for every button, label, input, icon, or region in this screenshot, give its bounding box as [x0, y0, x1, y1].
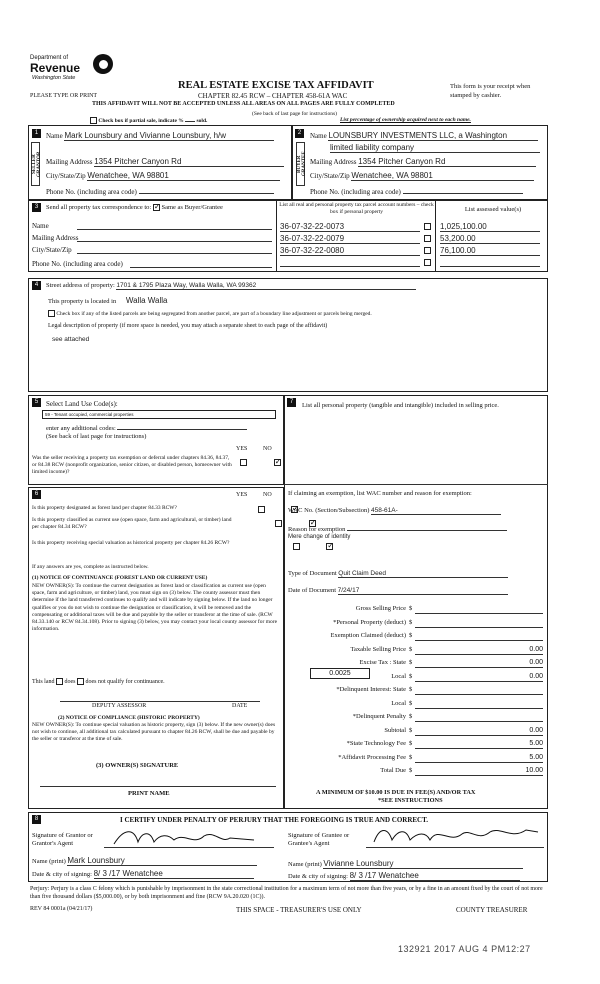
receipt-note: This form is your receipt when stamped by cashier.	[450, 83, 531, 99]
seller-city-label: City/State/Zip	[46, 172, 86, 180]
segregated-label: Check box if any of the listed parcels are being segregated from another parcel, are part of a boundary line adjustment or parcels being merged.	[56, 310, 372, 317]
legal-desc-field[interactable]: see attached	[52, 336, 90, 343]
minimum-note: A MINIMUM OF $10.00 IS DUE IN FEE(S) AND/OR TAX	[316, 789, 476, 796]
section-5-number: 5	[32, 398, 41, 407]
correspondence-label: Send all property tax correspondence to:	[46, 204, 152, 211]
logo-mark-inner	[99, 60, 108, 69]
wac-label: WAC No. (Section/Subsection)	[288, 507, 370, 514]
this-land-label: This land	[32, 678, 55, 685]
tax-line-label: *State Technology Fee	[346, 740, 406, 747]
print-name-label: PRINT NAME	[128, 790, 170, 797]
recording-stamp: 132921 2017 AUG 4 PM12:27	[398, 944, 531, 954]
tax-line-label: *Personal Property (deduct)	[333, 618, 406, 626]
form-warning: THIS AFFIDAVIT WILL NOT BE ACCEPTED UNLESS ALL AREAS ON ALL PAGES ARE FULLY COMPLETED	[92, 101, 395, 107]
s3-city-row	[32, 246, 272, 254]
grantee-signature-scribble	[366, 822, 544, 848]
grantor-signature-scribble	[104, 826, 274, 848]
doc-type-row	[288, 570, 508, 578]
see-back-note: (See back of last page for instructions)	[252, 111, 337, 117]
dollar-sign: $	[409, 645, 413, 653]
parcel-header: List all real and personal property tax parcel account numbers – check box if personal property	[279, 202, 434, 215]
section-8-number: 8	[32, 815, 41, 824]
historic-question: Is this property receiving special valuation as historical property per chapter 84.26 RCW?	[32, 540, 230, 546]
notice-compliance-body: NEW OWNER(S): To continue special valuation as historic property, sign (3) below. If the new owner(s) does not wish to continue, all additional tax calculated pursuant to chapter 84.26 RCW, shall be due and payable by the seller or transferor at the time of sale.	[32, 722, 276, 743]
dollar-sign: $	[409, 713, 413, 720]
forest-yes-checkbox[interactable]	[258, 506, 265, 513]
tax-line-value[interactable]: 5.00	[415, 740, 543, 749]
form-title: REAL ESTATE EXCISE TAX AFFIDAVIT	[178, 80, 374, 91]
section-6-number: 6	[32, 490, 41, 499]
tax-line-value[interactable]: 0.00	[415, 646, 543, 655]
tax-line-label: *Delinquent Penalty	[352, 713, 406, 720]
doc-date-label: Date of Document	[288, 587, 337, 594]
current-use-question: Is this property classified as current use (open space, farm and agricultural, or timber) land per chapter 84.34 RCW?	[32, 517, 232, 530]
s3-name-row	[32, 222, 272, 230]
buyer-city-field[interactable]: Wenatchee, WA 98801	[351, 171, 534, 181]
dollar-sign: $	[409, 767, 413, 774]
logo-main-text: Revenue	[30, 61, 81, 75]
list-percentage-note: List percentage of ownership acquired next to each name.	[340, 117, 471, 123]
dollar-sign: $	[409, 753, 413, 761]
local-rate-box[interactable]: 0.0025	[310, 668, 370, 679]
seller-name-label: Name	[46, 132, 63, 140]
tax-line-label: Gross Selling Price	[355, 605, 406, 612]
tax-line-label: *Delinquent Interest: State	[336, 686, 406, 693]
s3-mail-row	[32, 234, 272, 242]
buyer-city-label: City/State/Zip	[310, 172, 350, 180]
legal-desc-label: Legal description of property (if more space is needed, you may attach a separate sheet to each page of the affidavit)	[48, 323, 328, 329]
does-not-label: does not qualify for continuance.	[85, 678, 165, 685]
perjury-notice: Perjury: Perjury is a class C felony which is punishable by imprisonment in the state correctional institution for a maximum term of not more than five years, or by a fine in an amount fixed by the court of not more than five thousand dollars ($5,000.00), or by both imprisonment and fine (RCW 9A.20.020 (1C)).	[30, 886, 543, 900]
seller-mail-row	[46, 157, 286, 167]
grantor-name-label: Name (print)	[32, 858, 66, 865]
partial-sale-label: Check box if partial sale, indicate %	[98, 117, 184, 124]
dollar-sign: $	[409, 632, 413, 639]
section-4-number: 4	[32, 281, 41, 290]
deputy-label: DEPUTY ASSESSOR	[92, 703, 147, 709]
grantee-name-label: Name (print)	[288, 861, 322, 868]
seller-name-row	[46, 131, 286, 141]
tax-line-value[interactable]: 10.00	[415, 767, 543, 776]
buyer-name-row	[310, 131, 546, 141]
section-1-number: 1	[32, 129, 41, 138]
s3-phone-field[interactable]	[130, 260, 272, 268]
partial-sale-row	[90, 117, 207, 124]
value-header: List assessed value(s)	[464, 206, 522, 213]
correspondence-row	[46, 204, 223, 211]
seller-side-label: SELLER GRANTOR	[31, 142, 40, 186]
s5-no-header: NO	[263, 446, 272, 452]
logo-top-text: Department of	[30, 55, 69, 61]
land-use-value: 59 - Tenant occupied, commercial properties	[45, 412, 134, 417]
s3-phone-row	[32, 260, 272, 268]
seller-phone-row	[46, 186, 286, 196]
buyer-phone-field[interactable]	[403, 186, 523, 194]
county-treasurer-label: COUNTY TREASURER	[456, 906, 528, 914]
s6-no-header: NO	[263, 492, 272, 498]
grantee-name-row	[288, 859, 523, 869]
exemption-no-checkbox[interactable]	[274, 459, 281, 466]
does-checkbox[interactable]	[56, 678, 63, 685]
parcel-number[interactable]: 36-07-32-22-0073	[280, 222, 420, 232]
grantee-signature[interactable]	[366, 822, 544, 848]
dollar-sign: $	[409, 686, 413, 693]
tax-line-value[interactable]	[415, 619, 543, 628]
additional-codes-row	[46, 422, 247, 432]
grantor-date-label: Date & city of signing:	[32, 871, 92, 878]
tax-line-value[interactable]	[415, 686, 543, 695]
land-use-select[interactable]	[42, 410, 276, 419]
grantor-signature[interactable]	[104, 826, 274, 848]
s5-yes-header: YES	[236, 446, 248, 452]
wac-field[interactable]: 458-61A-	[371, 507, 501, 515]
dollar-sign: $	[409, 672, 413, 680]
buyer-city-row	[310, 171, 546, 181]
segregated-row	[48, 310, 372, 317]
s3-mail-field[interactable]	[77, 234, 272, 242]
seller-city-row	[46, 171, 286, 181]
same-as-buyer-label: Same as Buyer/Grantee	[161, 204, 223, 211]
personal-property-checkbox[interactable]	[424, 235, 431, 242]
grantor-date-field[interactable]: 8/ 3 /17 Wenatchee	[94, 869, 254, 879]
grantee-sig-label: Signature of Grantee or Grantee's Agent	[288, 832, 350, 847]
tax-line-label: *Affidavit Processing Fee	[338, 753, 406, 761]
reason-line	[347, 523, 507, 531]
located-label: This property is located in	[48, 298, 117, 305]
certify-statement: I CERTIFY UNDER PENALTY OF PERJURY THAT THE FOREGOING IS TRUE AND CORRECT.	[120, 816, 429, 824]
owner-signature-label: (3) OWNER(S) SIGNATURE	[96, 762, 179, 769]
logo-sub-text: Washington State	[32, 75, 76, 81]
tax-line-value[interactable]	[415, 700, 543, 709]
seller-phone-label: Phone No. (including area code)	[46, 188, 137, 196]
buyer-name-label: Name	[310, 132, 327, 140]
personal-property-checkbox[interactable]	[424, 223, 431, 230]
section-2-number: 2	[295, 129, 304, 138]
street-row	[46, 282, 416, 290]
grantor-name-row	[32, 856, 257, 866]
personal-property-checkbox[interactable]	[424, 259, 431, 266]
exemption-claim-label: If claiming an exemption, list WAC number and reason for exemption:	[288, 490, 472, 497]
land-use-label: Select Land Use Code(s):	[46, 400, 118, 408]
personal-property-label: List all personal property (tangible and intangible) included in selling price.	[302, 402, 499, 409]
deputy-line	[60, 701, 260, 702]
tax-line-label: Excise Tax : State	[359, 659, 406, 666]
affidavit-fee-handwritten	[508, 752, 546, 761]
does-label: does	[64, 678, 76, 685]
tax-line-value[interactable]	[415, 605, 543, 614]
additional-codes-field[interactable]	[117, 422, 247, 430]
seller-phone-field[interactable]	[139, 186, 274, 194]
buyer-mail-row	[310, 157, 546, 167]
notice-compliance-title: (2) NOTICE OF COMPLIANCE (HISTORIC PROPERTY)	[58, 715, 200, 721]
dollar-sign: $	[409, 740, 413, 747]
tax-line-label: Exemption Claimed (deduct)	[330, 632, 406, 639]
reason-label: Reason for exemption	[288, 526, 346, 533]
tax-line-value[interactable]: 0.00	[415, 727, 543, 736]
tax-line-value[interactable]: 0.00	[415, 673, 543, 682]
grantee-name-field[interactable]: Vivianne Lounsbury	[323, 859, 523, 869]
tax-line-value[interactable]: 0.00	[415, 659, 543, 668]
seller-city-field[interactable]: Wenatchee, WA 98801	[87, 171, 280, 181]
grantee-date-row	[288, 871, 520, 881]
current-use-yes-checkbox[interactable]	[275, 520, 282, 527]
parcel-value[interactable]: 53,200.00	[440, 234, 540, 244]
parcel-number[interactable]: 36-07-32-22-0080	[280, 246, 420, 256]
seller-name-field[interactable]: Mark Lounsbury and Vivianne Lounsbury, h/w	[64, 131, 274, 141]
doc-type-field[interactable]: Quit Claim Deed	[338, 570, 508, 578]
parcel-number[interactable]	[280, 258, 420, 267]
section-3-number: 3	[32, 203, 41, 212]
located-row	[48, 296, 168, 305]
s3-city-label: City/State/Zip	[32, 246, 72, 254]
print-note: PLEASE TYPE OR PRINT	[30, 93, 98, 99]
additional-codes-label: enter any additional codes:	[46, 425, 116, 432]
buyer-side-label: BUYER GRANTEE	[296, 142, 305, 186]
form-number: REV 84 0001a (04/21/17)	[30, 906, 93, 912]
qualify-row	[32, 678, 165, 685]
street-label: Street address of property:	[46, 282, 115, 289]
dor-logo	[30, 52, 120, 88]
dollar-sign: $	[409, 618, 413, 626]
dollar-sign: $	[409, 726, 413, 734]
parcel-value[interactable]	[440, 258, 540, 267]
partial-sale-checkbox[interactable]	[90, 117, 97, 124]
s7-divider	[284, 484, 548, 485]
located-field[interactable]: Walla Walla	[125, 296, 168, 305]
parcel-value[interactable]: 1,025,100.00	[440, 222, 540, 232]
buyer-phone-label: Phone No. (including area code)	[310, 188, 401, 196]
exemption-question: Was the seller receiving a property tax exemption or deferral under chapters 84.36, 84.37, or 84.38 RCW (nonprofit organization, senior citizen, or disabled person, homeowner with limited income)?	[32, 455, 232, 475]
s3-name-label: Name	[32, 222, 49, 230]
notice-continuance-body: NEW OWNER(S): To continue the current designation as forest land or classification as current use (open space, farm and agriculture, or timber) land, you must sign on (3) below. The county assessor must then determine if the land transferred continues to qualify and will indicate by signing below. If the land no longer qualifies or you do not wish to continue the designation or classification, it will be removed and the compensating or additional taxes will be due and payable by the seller or transferor at the time of sale. (RCW 84.33.140 or RCW 84.34.108). Prior to signing (3) below, you may contact your local county assessor for more information.	[32, 583, 278, 633]
tax-line-label: Local	[391, 672, 406, 680]
treasurer-space-label: THIS SPACE - TREASURER'S USE ONLY	[236, 906, 362, 914]
sold-label: sold.	[196, 117, 208, 124]
wac-row	[288, 507, 501, 515]
tax-line-value[interactable]	[415, 632, 543, 641]
parcel-number[interactable]: 36-07-32-22-0079	[280, 234, 420, 244]
s3-name-field[interactable]	[77, 222, 272, 230]
dollar-sign: $	[409, 699, 413, 707]
grantee-date-label: Date & city of signing:	[288, 873, 348, 880]
see-instructions-note: *SEE INSTRUCTIONS	[378, 797, 443, 804]
seller-mail-field[interactable]: 1354 Pitcher Canyon Rd	[94, 157, 284, 167]
parcel-value[interactable]: 76,100.00	[440, 246, 540, 256]
exemption-yes-checkbox[interactable]	[240, 459, 247, 466]
buyer-mail-label: Mailing Address	[310, 158, 357, 166]
section-7-number: 7	[287, 398, 296, 407]
if-yes-note: If any answers are yes, complete as instructed below.	[32, 564, 149, 570]
print-name-line	[40, 786, 276, 787]
section-6	[28, 487, 284, 809]
forest-question: Is this property designated as forest land per chapter 84.33 RCW?	[32, 505, 177, 511]
buyer-name-line2[interactable]: limited liability company	[330, 143, 540, 153]
doc-date-field[interactable]: 7/24/17	[338, 587, 508, 595]
s3-phone-label: Phone No. (including area code)	[32, 260, 123, 268]
tax-line-label: Local	[391, 699, 406, 707]
notice-continuance-title: (1) NOTICE OF CONTINUANCE (FOREST LAND OR CURRENT USE)	[32, 575, 208, 581]
s5-see-back: (See back of last page for instructions)	[46, 433, 147, 440]
personal-property-checkbox[interactable]	[424, 247, 431, 254]
grantor-sig-label: Signature of Grantor or Grantor's Agent	[32, 832, 93, 847]
dollar-sign: $	[409, 659, 413, 666]
s6-yes-header: YES	[236, 492, 248, 498]
buyer-phone-row	[310, 186, 546, 196]
tax-line-label: Total Due	[380, 767, 406, 774]
grantor-name-field[interactable]: Mark Lounsbury	[67, 856, 257, 866]
same-as-buyer-checkbox[interactable]	[153, 204, 160, 211]
doc-date-row	[288, 587, 508, 595]
doc-type-label: Type of Document	[288, 570, 337, 577]
tax-line-value[interactable]: 5.00	[415, 754, 543, 763]
reason-field[interactable]: Mere change of identity	[288, 534, 351, 540]
does-not-checkbox[interactable]	[77, 678, 84, 685]
buyer-name-field[interactable]: LOUNSBURY INVESTMENTS LLC, a Washington	[328, 131, 538, 141]
grantor-date-row	[32, 869, 254, 879]
s3-mail-label: Mailing Address	[32, 234, 79, 242]
buyer-mail-field[interactable]: 1354 Pitcher Canyon Rd	[358, 157, 536, 167]
dollar-sign: $	[409, 605, 413, 612]
tax-line-label: Taxable Selling Price	[350, 645, 406, 653]
tax-line-value[interactable]	[415, 713, 543, 722]
reason-row	[288, 523, 507, 533]
segregated-checkbox[interactable]	[48, 310, 55, 317]
s3-city-field[interactable]	[77, 246, 272, 254]
date-label: DATE	[232, 703, 248, 709]
seller-mail-label: Mailing Address	[46, 158, 93, 166]
grantee-date-field[interactable]: 8/ 3 /17 Wenatchee	[350, 871, 520, 881]
tax-line-label: Subtotal	[384, 726, 406, 734]
street-field[interactable]: 1701 & 1795 Plaza Way, Walla Walla, WA 99362	[116, 282, 416, 290]
form-chapter: CHAPTER 82.45 RCW – CHAPTER 458-61A WAC	[198, 92, 348, 100]
